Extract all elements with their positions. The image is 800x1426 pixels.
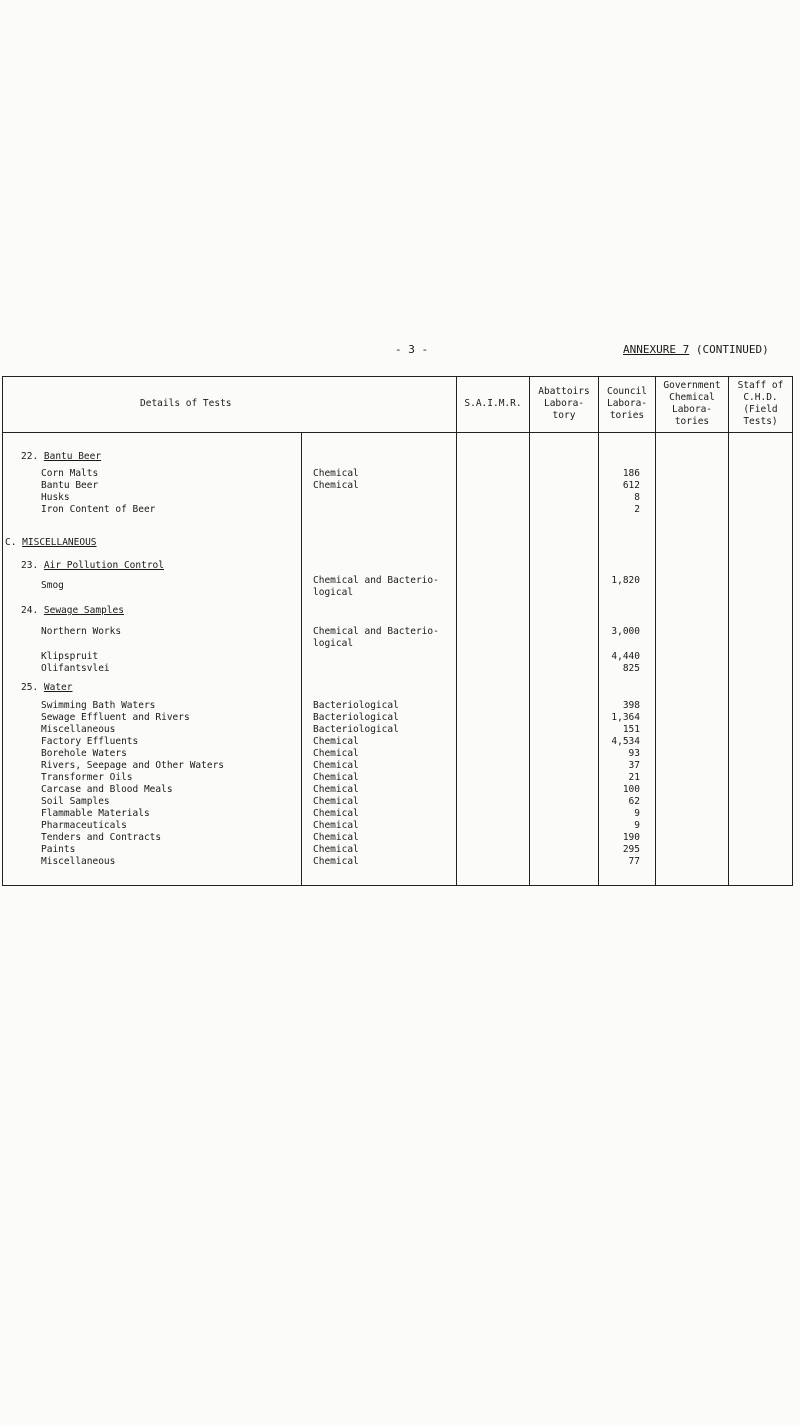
section-23-title: 23. Air Pollution Control: [21, 560, 164, 571]
row-council-value: 1,364: [611, 712, 640, 723]
col-header-staff: Staff of C.H.D. (Field Tests): [737, 380, 784, 427]
col-header-council: Council Labora- tories: [606, 386, 648, 421]
row-type: Chemical: [313, 856, 359, 867]
row-council-value: 100: [622, 784, 640, 795]
row-detail: Flammable Materials: [41, 808, 150, 819]
row-type: Chemical: [313, 784, 359, 795]
row-type: Chemical and Bacterio-: [313, 575, 439, 586]
section-25-title: 25. Water: [21, 682, 73, 693]
row-type: Chemical: [313, 772, 359, 783]
row-detail: Miscellaneous: [41, 856, 116, 867]
row-detail: Paints: [41, 844, 76, 855]
row-type: Chemical: [313, 480, 359, 491]
row-detail: Husks: [41, 492, 70, 503]
table-left-border: [2, 376, 3, 886]
row-detail: Corn Malts: [41, 468, 99, 479]
row-council-value: 4,440: [611, 651, 640, 662]
row-type-cont: logical: [313, 587, 354, 598]
row-type: Chemical: [313, 832, 359, 843]
row-council-value: 612: [622, 480, 640, 491]
page-number: - 3 -: [395, 343, 429, 356]
row-detail: Borehole Waters: [41, 748, 127, 759]
row-council-value: 2: [634, 504, 640, 515]
row-detail: Miscellaneous: [41, 724, 116, 735]
annexure-label: [623, 343, 769, 356]
row-council-value: 4,534: [611, 736, 640, 747]
annexure-continued: (CONTINUED): [695, 343, 769, 356]
row-type: Chemical: [313, 820, 359, 831]
row-type: Bacteriological: [313, 724, 399, 735]
col-divider-government: [655, 376, 656, 886]
table-right-border: [792, 376, 793, 886]
row-detail: Bantu Beer: [41, 480, 99, 491]
col-header-government: Government Chemical Labora- tories: [663, 380, 721, 427]
annexure-title: ANNEXURE 7: [623, 343, 690, 356]
table-top-border: [2, 376, 793, 377]
row-council-value: 62: [628, 796, 640, 807]
col-header-abattoirs: Abattoirs Labora- tory: [538, 386, 590, 421]
section-c-title: C. MISCELLANEOUS: [5, 537, 97, 548]
row-type: Bacteriological: [313, 700, 399, 711]
row-council-value: 9: [634, 820, 640, 831]
row-council-value: 151: [622, 724, 640, 735]
row-detail: Northern Works: [41, 626, 122, 637]
row-council-value: 295: [622, 844, 640, 855]
row-detail: Olifantsvlei: [41, 663, 110, 674]
row-type-cont: logical: [313, 638, 354, 649]
col-divider-staff: [728, 376, 729, 886]
row-type: Chemical: [313, 808, 359, 819]
row-council-value: 21: [628, 772, 640, 783]
section-22-title: 22. Bantu Beer: [21, 451, 102, 462]
row-detail: Soil Samples: [41, 796, 110, 807]
row-type: Chemical: [313, 748, 359, 759]
row-council-value: 190: [622, 832, 640, 843]
row-detail: Iron Content of Beer: [41, 504, 156, 515]
row-council-value: 77: [628, 856, 640, 867]
row-council-value: 93: [628, 748, 640, 759]
row-type: Chemical: [313, 760, 359, 771]
row-council-value: 825: [622, 663, 640, 674]
table-bottom-border: [2, 885, 793, 886]
row-council-value: 8: [634, 492, 640, 503]
row-council-value: 398: [622, 700, 640, 711]
col-divider-type: [301, 432, 302, 885]
row-detail: Klipspruit: [41, 651, 99, 662]
row-type: Chemical: [313, 844, 359, 855]
col-divider-abattoirs: [529, 376, 530, 886]
row-detail: Swimming Bath Waters: [41, 700, 156, 711]
row-detail: Factory Effluents: [41, 736, 139, 747]
row-council-value: 1,820: [611, 575, 640, 586]
row-detail: Transformer Oils: [41, 772, 133, 783]
col-header-details: Details of Tests: [140, 398, 232, 409]
row-type: Bacteriological: [313, 712, 399, 723]
row-detail: Smog: [41, 580, 64, 591]
table-header-border: [2, 432, 793, 433]
row-detail: Sewage Effluent and Rivers: [41, 712, 190, 723]
row-type: Chemical: [313, 468, 359, 479]
row-council-value: 37: [628, 760, 640, 771]
row-council-value: 186: [622, 468, 640, 479]
row-type: Chemical and Bacterio-: [313, 626, 439, 637]
row-council-value: 9: [634, 808, 640, 819]
row-council-value: 3,000: [611, 626, 640, 637]
section-24-title: 24. Sewage Samples: [21, 605, 124, 616]
row-detail: Rivers, Seepage and Other Waters: [41, 760, 225, 771]
row-detail: Carcase and Blood Meals: [41, 784, 173, 795]
row-type: Chemical: [313, 796, 359, 807]
col-divider-saimr: [456, 376, 457, 886]
row-detail: Tenders and Contracts: [41, 832, 162, 843]
row-type: Chemical: [313, 736, 359, 747]
col-header-saimr: S.A.I.M.R.: [464, 398, 522, 409]
row-detail: Pharmaceuticals: [41, 820, 127, 831]
